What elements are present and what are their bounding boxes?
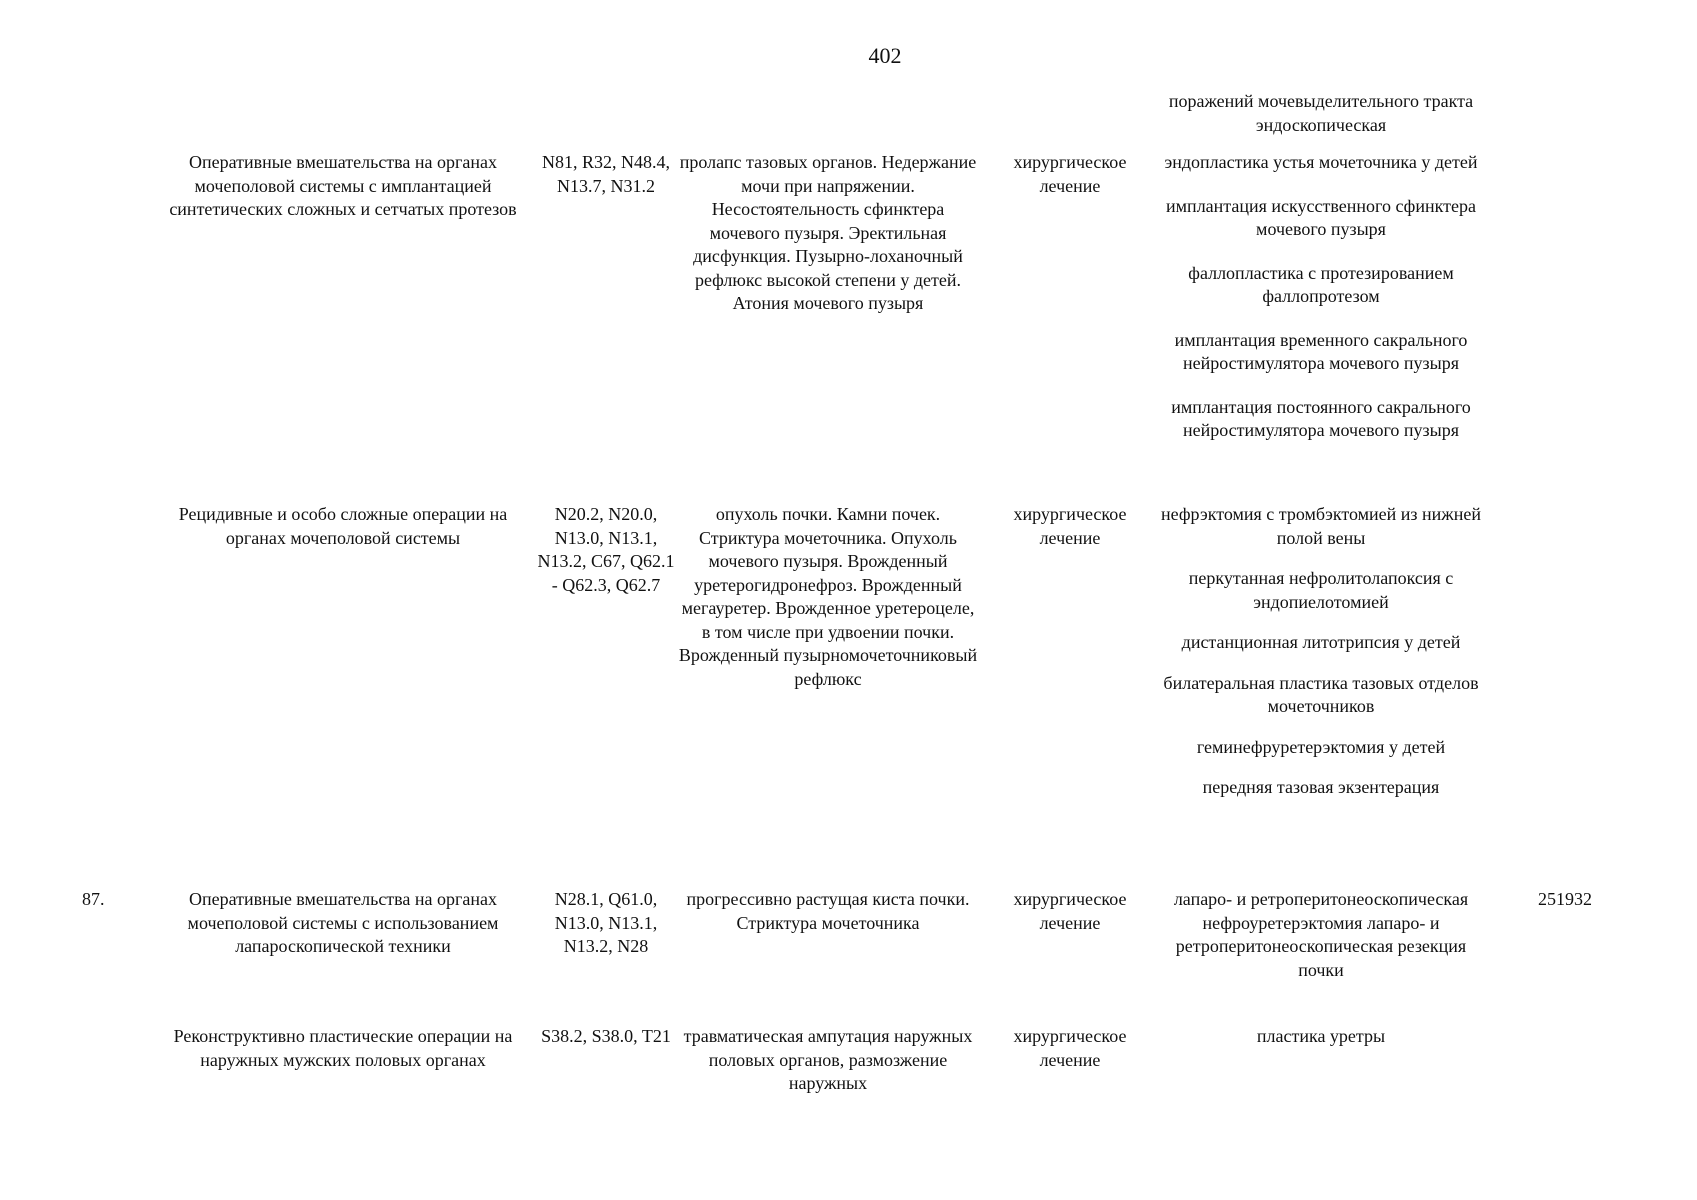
diagnosis-model: травматическая ампутация наружных половых органов, размозжение наружных — [683, 1026, 973, 1093]
diagnosis-model: опухоль почки. Камни почек. Стриктура мочеточника. Опухоль мочевого пузыря. Врожденный уретерогидронефроз. Врожденный мегауретер. Врожденное уретероцеле, в том числе при удвоении почки. Врожденный пузырномочеточниковый рефлюкс — [678, 504, 978, 689]
methods-cell — [1158, 151, 1484, 443]
methods-cell — [1158, 1025, 1484, 1049]
method-item: лапаро- и ретроперитонеоскопическая нефроуретерэктомия лапаро- и ретроперитонеоскопическая резекция почки — [1173, 889, 1469, 980]
icd-codes: N28.1, Q61.0, N13.0, N13.1, N13.2, N28 — [554, 889, 658, 956]
method-item: пластика уретры — [1256, 1026, 1386, 1046]
methods-cell — [1158, 503, 1484, 800]
method-item: имплантация временного сакрального нейростимулятора мочевого пузыря — [1174, 329, 1468, 373]
method-item: передняя тазовая экзентерация — [1202, 777, 1440, 797]
icd-codes: N20.2, N20.0, N13.0, N13.1, N13.2, C67, Q62.1 - Q62.3, Q62.7 — [537, 504, 675, 595]
method-item: поражений мочевыделительного тракта эндоскопическая — [1168, 91, 1474, 135]
diagnosis-model: прогрессивно растущая киста почки. Стриктура мочеточника — [686, 889, 970, 933]
diagnosis-model: пролапс тазовых органов. Недержание мочи при напряжении. Несостоятельность сфинктера мочевого пузыря. Эректильная дисфункция. Пузырно-лоханочный рефлюкс высокой степени у детей. Атония мочевого пузыря — [679, 152, 977, 313]
intervention-name: Оперативные вмешательства на органах мочеполовой системы с использованием лапароскопической техники — [187, 889, 499, 956]
icd-codes: S38.2, S38.0, T21 — [541, 1026, 671, 1046]
row-number: 87. — [82, 889, 105, 909]
method-item: эндопластика устья мочеточника у детей — [1164, 152, 1478, 172]
method-item: билатеральная пластика тазовых отделов мочеточников — [1163, 672, 1479, 716]
method-item: геминефруретерэктомия у детей — [1196, 736, 1446, 757]
treatment-type: хирургическое лечение — [1013, 889, 1127, 933]
method-item: имплантация постоянного сакрального нейростимулятора мочевого пузыря — [1171, 396, 1471, 440]
treatment-type: хирургическое лечение — [1013, 152, 1127, 196]
method-item: фаллопластика с протезированием фаллопротезом — [1188, 262, 1454, 306]
methods-cell — [1158, 90, 1484, 137]
intervention-name: Оперативные вмешательства на органах мочеполовой системы с имплантацией синтетических сложных и сетчатых протезов — [169, 152, 517, 219]
method-item: имплантация искусственного сфинктера мочевого пузыря — [1166, 195, 1476, 239]
methods-cell — [1158, 888, 1484, 982]
treatment-type: хирургическое лечение — [1013, 1026, 1127, 1070]
method-item: дистанционная литотрипсия у детей — [1181, 632, 1461, 652]
method-item: нефрэктомия с тромбэктомией из нижней полой вены — [1161, 504, 1481, 548]
price: 251932 — [1538, 889, 1592, 909]
intervention-name: Реконструктивно пластические операции на наружных мужских половых органах — [173, 1026, 513, 1070]
treatment-type: хирургическое лечение — [1013, 504, 1127, 548]
page-number: 402 — [868, 43, 902, 68]
method-item: перкутанная нефролитолапоксия с эндопиелотомией — [1188, 568, 1454, 612]
icd-codes: N81, R32, N48.4, N13.7, N31.2 — [541, 152, 670, 196]
intervention-name: Рецидивные и особо сложные операции на органах мочеполовой системы — [178, 504, 508, 548]
